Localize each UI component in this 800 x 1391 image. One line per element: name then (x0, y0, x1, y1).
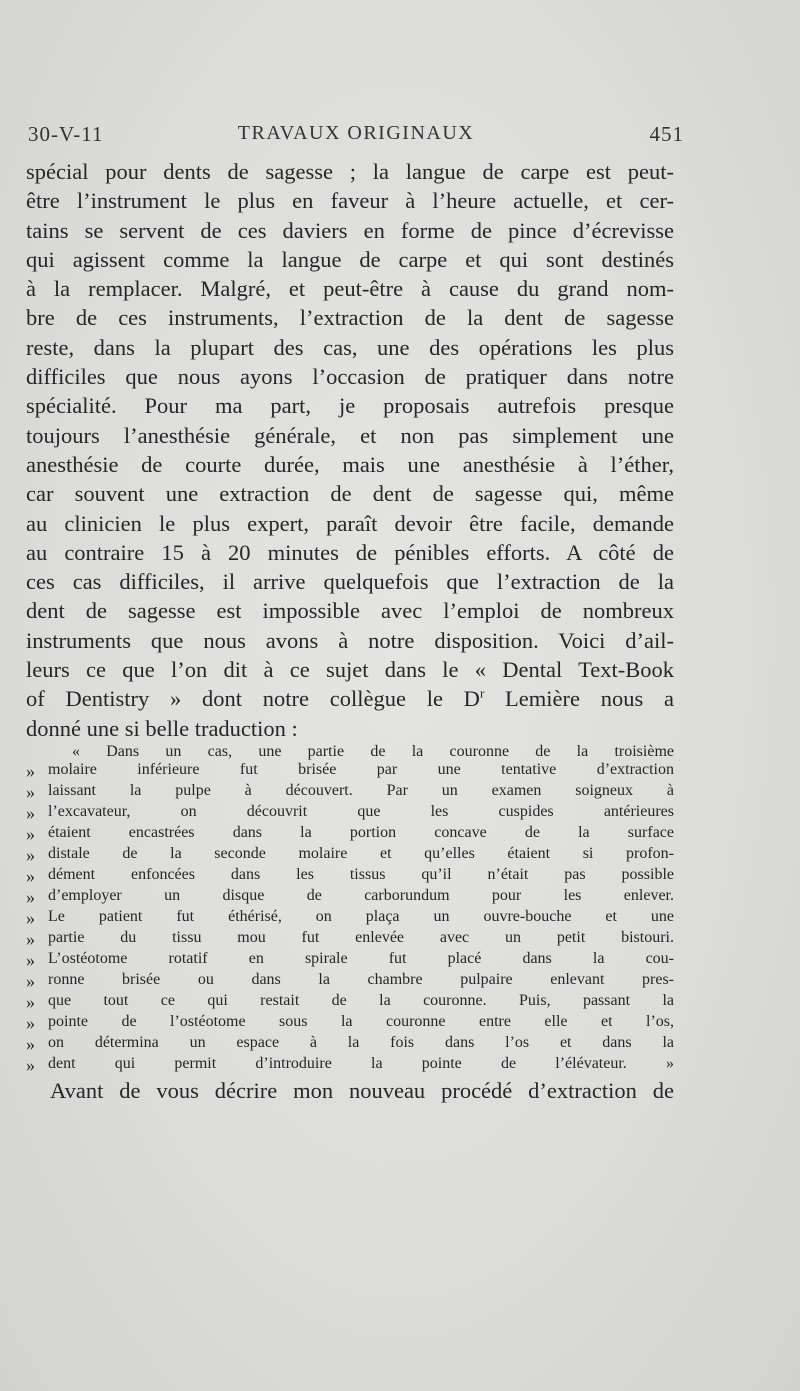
text-line: être l’instrument le plus en faveur à l’heure actuelle, et cer- (26, 188, 674, 214)
quote-line: » laissant la pulpe à découvert. Par un examen soigneux à (26, 781, 674, 802)
quote-line: » étaient encastrées dans la portion concave de la surface (26, 823, 674, 844)
text-line: à la remplacer. Malgré, et peut-être à cause du grand nom- (26, 276, 674, 302)
quote-mark: » (26, 823, 35, 844)
text-line: au clinicien le plus expert, paraît devoir être facile, demande (26, 510, 674, 536)
quote-line: » L’ostéotome rotatif en spirale fut placé dans la cou- (26, 949, 674, 970)
quote-line: » l’excavateur, on découvrit que les cuspides antérieures (26, 802, 674, 823)
header-title: TRAVAUX ORIGINAUX (237, 122, 475, 144)
text-line: au contraire 15 à 20 minutes de pénibles efforts. A côté de (26, 539, 674, 565)
text-line-final: Avant de vous décrire mon nouveau procédé d’extraction de (50, 1077, 674, 1103)
text-line: spécial pour dents de sagesse ; la langue de carpe est peut- (26, 159, 674, 184)
quote-line: » d’employer un disque de carborundum pour les enlever. (26, 886, 674, 907)
text-line-dr (26, 684, 674, 713)
quote-mark: » (26, 781, 35, 802)
quote-line: » pointe de l’ostéotome sous la couronne entre elle et l’os, (26, 1012, 674, 1033)
running-header (28, 122, 684, 152)
text-line: difficiles que nous ayons l’occasion de pratiquer dans notre (26, 364, 674, 390)
quote-mark: » (26, 865, 35, 886)
quote-mark: » (26, 886, 35, 907)
quote-mark: » (26, 907, 35, 928)
quote-line: « Dans un cas, une partie de la couronne de la troisième (72, 742, 674, 760)
text-line: toujours l’anesthésie générale, et non pas simplement une (26, 422, 674, 448)
quote-mark: » (26, 1033, 35, 1054)
quote-line: » partie du tissu mou fut enlevée avec un petit bistouri. (26, 928, 674, 949)
text-line: dent de sagesse est impossible avec l’emploi de nombreux (26, 598, 674, 624)
quote-mark: » (26, 949, 35, 970)
text-line: instruments que nous avons à notre disposition. Voici d’ail- (26, 627, 674, 653)
text-line: spécialité. Pour ma part, je proposais autrefois presque (26, 393, 674, 419)
quote-mark: » (26, 1054, 35, 1075)
body-text (26, 157, 674, 1105)
quote-line: » on détermina un espace à la fois dans l’os et dans la (26, 1033, 674, 1054)
dr-superscript: r (479, 685, 485, 701)
quote-line: » distale de la seconde molaire et qu’elles étaient si profon- (26, 844, 674, 865)
text-line: donné une si belle traduction : (26, 715, 298, 741)
text-line: car souvent une extraction de dent de sagesse qui, même (26, 481, 674, 507)
text-line: bre de ces instruments, l’extraction de la dent de sagesse (26, 305, 674, 331)
quote-line: » molaire inférieure fut brisée par une tentative d’extraction (26, 760, 674, 781)
quote-line: » ronne brisée ou dans la chambre pulpaire enlevant pres- (26, 970, 674, 991)
quote-mark: » (26, 844, 35, 865)
quote-mark: » (26, 928, 35, 949)
quote-mark: » (26, 991, 35, 1012)
text-line: qui agissent comme la langue de carpe et qui sont destinés (26, 246, 674, 272)
dr-tail: Lemière nous a (484, 686, 674, 712)
quote-line: » Le patient fut éthérisé, on plaça un ouvre-bouche et une (26, 907, 674, 928)
dr-text: of Dentistry » dont notre collègue le D (26, 686, 480, 712)
quote-line: » dent qui permit d’introduire la pointe de l’élévateur. » (26, 1054, 674, 1075)
page-number: 451 (649, 122, 684, 146)
header-date: 30-V-11 (28, 122, 104, 146)
quote-mark: » (26, 970, 35, 991)
text-line: tains se servent de ces daviers en forme de pince d’écrevisse (26, 217, 674, 243)
quote-line: » que tout ce qui restait de la couronne. Puis, passant la (26, 991, 674, 1012)
quote-mark: » (26, 760, 35, 781)
quote-mark: » (26, 1012, 35, 1033)
quote-mark: » (26, 802, 35, 823)
text-line: anesthésie de courte durée, mais une anesthésie à l’éther, (26, 451, 674, 477)
text-line: ces cas difficiles, il arrive quelquefois que l’extraction de la (26, 569, 674, 595)
quote-line: » dément enfoncées dans les tissus qu’il n’était pas possible (26, 865, 674, 886)
text-line: leurs ce que l’on dit à ce sujet dans le « Dental Text-Book (26, 657, 674, 683)
text-line: reste, dans la plupart des cas, une des opérations les plus (26, 334, 674, 360)
